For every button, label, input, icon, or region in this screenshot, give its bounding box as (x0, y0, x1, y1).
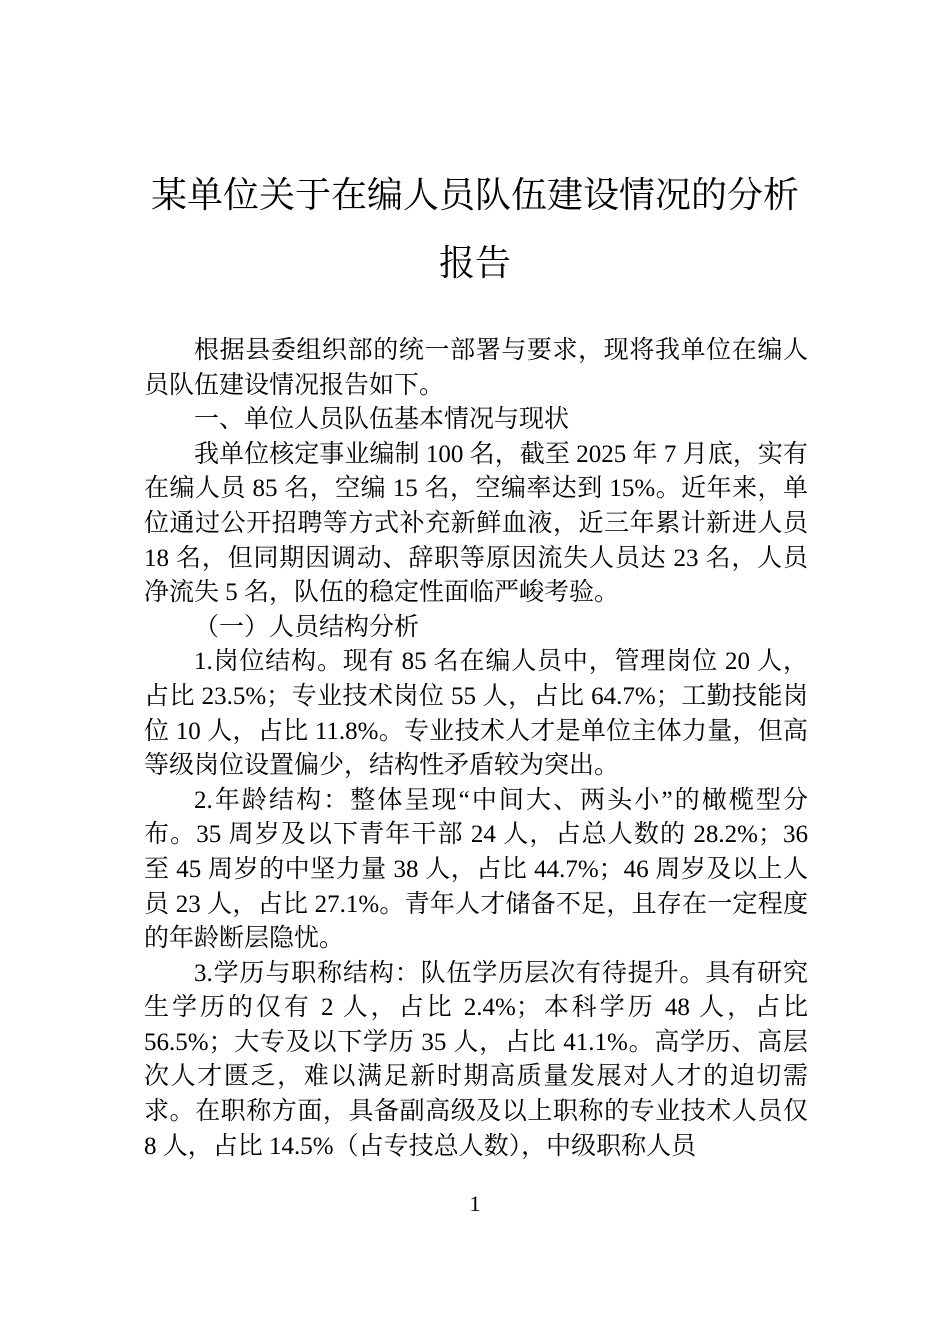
staffing-paragraph: 我单位核定事业编制 100 名，截至 2025 年 7 月底，实有在编人员 85 名，空编 15 名，空编率达到 15%。近年来，单位通过公开招聘等方式补充新鲜血液，近三年累计新进人员 18 名，但同期因调动、辞职等原因流失人员达 23 名，人员净流失 5 名，队伍的稳定性面临严峻考验。 (144, 440, 808, 607)
document-body (144, 334, 808, 1164)
intro-paragraph: 根据县委组织部的统一部署与要求，现将我单位在编人员队伍建设情况报告如下。 (144, 337, 808, 399)
document-title-line-2: 报告 (438, 243, 511, 284)
subsection-heading: （一）人员结构分析 (194, 613, 420, 641)
document-title-line-1: 某单位关于在编人员队伍建设情况的分析 (150, 175, 799, 216)
education-title-paragraph: 3.学历与职称结构：队伍学历层次有待提升。具有研究生学历的仅有 2 人，占比 2.4%；本科学历 48 人，占比 56.5%；大专及以下学历 35 人，占比 41.1%。高学历、高层次人才匮乏，难以满足新时期高质量发展对人才的迫切需求。在职称方面，具备副高级及以上职称的专业技术人员仅 8 人，占比 14.5%（占专技总人数），中级职称人员 (144, 959, 808, 1160)
section-heading: 一、单位人员队伍基本情况与现状 (194, 406, 570, 434)
position-structure-paragraph: 1.岗位结构。现有 85 名在编人员中，管理岗位 20 人，占比 23.5%；专业技术岗位 55 人，占比 64.7%；工勤技能岗位 10 人，占比 11.8%。专业技术人才是单位主体力量，但高等级岗位设置偏少，结构性矛盾较为突出。 (144, 648, 808, 780)
page-number: 1 (469, 1191, 481, 1216)
age-structure-paragraph: 2.年龄结构：整体呈现“中间大、两头小”的橄榄型分布。35 周岁及以下青年干部 24 人，占总人数的 28.2%；36 至 45 周岁的中坚力量 38 人，占比 44.7%；46 周岁及以上人员 23 人，占比 27.1%。青年人才储备不足，且存在一定程度的年龄断层隐忧。 (144, 786, 808, 953)
